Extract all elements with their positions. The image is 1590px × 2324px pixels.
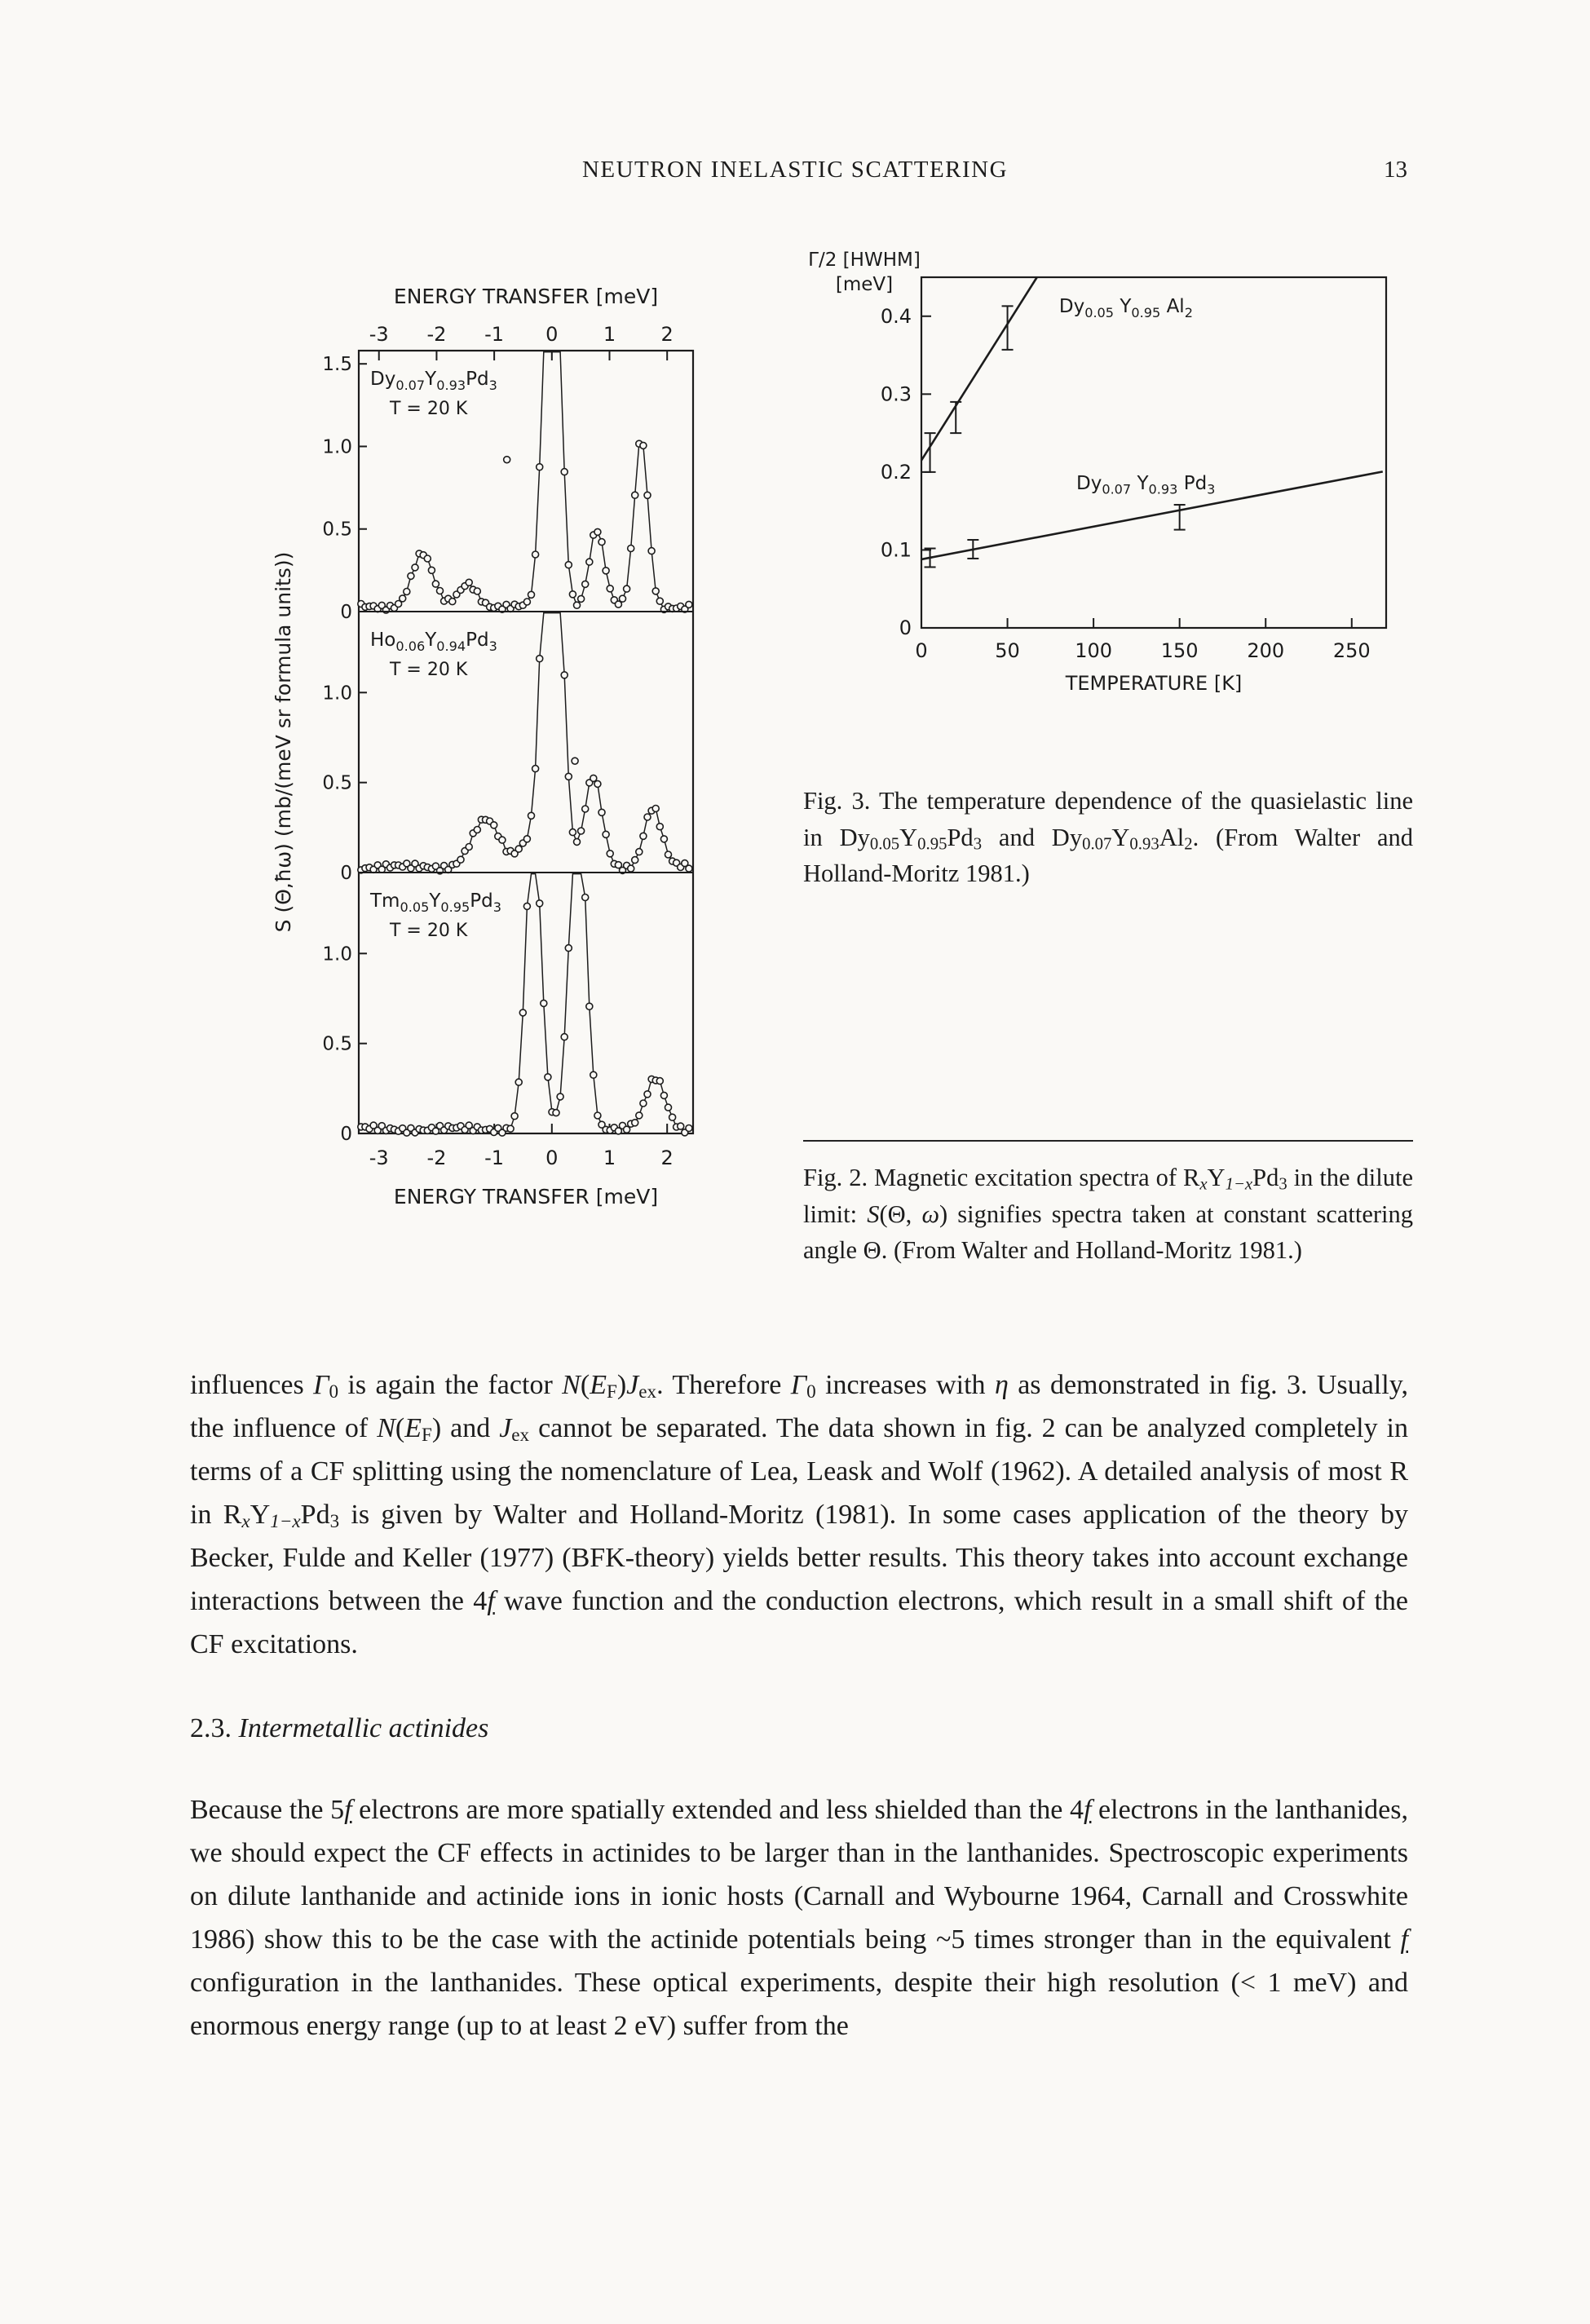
x-tick-label-top: 2: [660, 323, 674, 346]
fig3-linewidth-chart: [799, 245, 1419, 718]
text-run: Γ: [790, 1370, 807, 1400]
x-tick-label-bottom: 2: [660, 1147, 674, 1169]
text-run: 2.3.: [190, 1713, 239, 1744]
text-run: . Therefore: [656, 1370, 791, 1400]
text-run: Fig. 3. The temperature dependence of the quasielastic line in Dy: [803, 787, 1413, 851]
text-run: η: [994, 1370, 1009, 1400]
y-tick-label: 0.5: [322, 1033, 352, 1055]
y-axis-title: Γ/2 [HWHM]: [808, 250, 921, 271]
page-header: [0, 157, 1590, 183]
x-tick-label: 200: [1247, 639, 1285, 662]
paragraph-2: [190, 1788, 1408, 2048]
text-run: 0.07: [1082, 835, 1112, 854]
y-tick-label: 1.0: [322, 683, 352, 705]
text-run: 0.95: [917, 835, 947, 854]
text-run: Y: [250, 1500, 271, 1531]
text-run: Al: [1159, 823, 1185, 851]
text-run: 0: [329, 1381, 339, 1403]
panel-temperature-label: T = 20 K: [390, 921, 468, 941]
y-tick-label: 0: [340, 863, 352, 884]
section-heading: [190, 1713, 1408, 1744]
series-label: $Dy_{0.05}$ $Y_{0.95}$ $Al_2$: [1058, 296, 1193, 320]
text-run: configuration in the lanthanides. These optical experiments, despite their high resolution (< 1 meV) and enormous energy range (up to at least 2 eV) suffer from the: [190, 1968, 1408, 2042]
text-run: x: [241, 1511, 250, 1533]
text-run: J: [499, 1413, 512, 1444]
x-tick-label: 0: [915, 639, 928, 662]
y-axis-title-units: [meV]: [835, 274, 894, 295]
text-run: ex: [511, 1425, 530, 1447]
text-run: ) signifies spectra taken at constant scattering angle Θ. (From Walter and Holland-Moritz 1981.): [803, 1200, 1414, 1265]
panel-label: $Dy_{0.07}Y_{0.93}Pd_3$: [370, 369, 497, 393]
y-tick-label: 0: [340, 1124, 352, 1145]
text-run: Fig. 2. Magnetic excitation spectra of R: [803, 1164, 1200, 1191]
text-run: 0.93: [1129, 835, 1159, 854]
running-head: NEUTRON INELASTIC SCATTERING: [581, 157, 1009, 183]
text-run: 1−x: [1225, 1175, 1253, 1194]
x-tick-label-top: -1: [484, 323, 505, 346]
panel-label: $Tm_{0.05}Y_{0.95}Pd_3$: [370, 890, 501, 915]
fig2-spectra-chart: [269, 269, 726, 1223]
text-run: Because the 5: [190, 1795, 345, 1826]
text-run: ω: [921, 1200, 939, 1228]
panel-label: $Ho_{0.06}Y_{0.94}Pd_3$: [370, 630, 497, 654]
x-tick-label-top: -2: [426, 323, 447, 346]
x-tick-label: 100: [1075, 639, 1113, 662]
figure-2: [269, 269, 726, 1223]
panel-temperature-label: T = 20 K: [390, 399, 468, 419]
x-tick-label-top: 0: [545, 323, 559, 346]
text-run: E: [404, 1413, 422, 1444]
text-run: ex: [638, 1381, 657, 1403]
plot-frame: [359, 351, 693, 1133]
series-label: $Dy_{0.07}$ $Y_{0.93}$ $Pd_3$: [1076, 472, 1216, 497]
paragraph-1: [190, 1363, 1408, 1666]
text-run: cannot be separated. The data shown in fig. 2 can be analyzed completely in terms of a CF splitting using the nomenclature of Lea, Leask and Wolf (1962). A detailed analysis of most R in R: [190, 1413, 1408, 1531]
x-tick-label: 150: [1160, 639, 1199, 662]
y-tick-label: 0.1: [880, 538, 912, 562]
x-tick-label-bottom: 0: [545, 1147, 559, 1169]
x-tick-label-top: -3: [369, 323, 389, 346]
text-run: F: [606, 1381, 617, 1403]
text-run: E: [590, 1370, 607, 1400]
text-run: 1−x: [270, 1511, 301, 1533]
text-run: 3: [329, 1511, 340, 1533]
x-axis-title: TEMPERATURE [K]: [1065, 672, 1243, 695]
text-run: electrons in the lanthanides, we should expect the CF effects in actinides to be larger than in the lanthanides. Spectroscopic experiments on dilute lanthanide and actinide ions in ionic hosts (Carnall and Wybourne 1964, Carnall and Crosswhite 1986) show this to be the case with the actinide potentials being ~5 times stronger than in the equivalent: [190, 1795, 1408, 1955]
text-run: and Dy: [982, 823, 1083, 851]
figure-3: [799, 245, 1419, 718]
x-tick-label-top: 1: [603, 323, 616, 346]
y-tick-label: 0.2: [880, 460, 912, 484]
text-run: Intermetallic actinides: [238, 1713, 489, 1744]
text-run: ) and: [431, 1413, 500, 1444]
y-tick-label: 1.0: [322, 436, 352, 458]
page-number: 13: [1384, 157, 1407, 183]
x-tick-label-bottom: -3: [369, 1147, 389, 1169]
text-run: N: [377, 1413, 395, 1444]
text-run: Pd: [947, 823, 974, 851]
text-run: is given by Walter and Holland-Moritz (1981). In some cases application of the theory by Becker, Fulde and Keller (1977) (BFK-theory) yields better results. This theory takes into account exchange interactions between the 4: [190, 1500, 1409, 1617]
x-axis-title-top: ENERGY TRANSFER [meV]: [393, 285, 659, 308]
figure-3-caption: [803, 783, 1413, 892]
text-run: J: [626, 1370, 639, 1400]
y-axis-title: S (Θ,ħω) (mb/(meV sr formula units)): [272, 551, 295, 933]
text-run: Y: [1207, 1164, 1226, 1191]
text-run: F: [422, 1425, 432, 1447]
x-tick-label-bottom: -2: [426, 1147, 447, 1169]
y-tick-label: 0.5: [322, 519, 352, 541]
text-run: f: [487, 1586, 495, 1617]
y-tick-label: 1.5: [322, 354, 352, 376]
y-tick-label: 0: [899, 616, 912, 639]
fit-line: [921, 277, 1037, 461]
text-run: Y: [1111, 823, 1130, 851]
text-run: f: [1400, 1924, 1408, 1955]
text-run: 2: [1184, 835, 1193, 854]
text-run: electrons are more spatially extended and less shielded than the 4: [351, 1795, 1084, 1826]
text-run: Γ: [313, 1370, 329, 1400]
text-run: 3: [1279, 1175, 1287, 1194]
text-run: x: [1199, 1175, 1208, 1194]
text-run: (: [395, 1413, 405, 1444]
text-run: in the dilute limit:: [803, 1164, 1413, 1228]
figure-2-caption: [803, 1140, 1413, 1269]
text-run: wave function and the conduction electrons, which result in a small shift of the CF excitations.: [190, 1586, 1409, 1660]
x-tick-label: 250: [1332, 639, 1371, 662]
text-run: Y: [899, 823, 918, 851]
y-tick-label: 0.5: [322, 772, 352, 794]
text-run: as demonstrated in fig. 3. Usually, the influence of: [190, 1370, 1408, 1444]
text-run: N: [562, 1370, 581, 1400]
x-tick-label-bottom: -1: [484, 1147, 505, 1169]
y-tick-label: 0.4: [880, 304, 912, 328]
text-run: 0: [806, 1381, 816, 1403]
x-tick-label-bottom: 1: [603, 1147, 616, 1169]
text-run: is again the factor: [338, 1370, 563, 1400]
text-run: Pd: [300, 1500, 330, 1531]
body-text: [190, 1363, 1408, 2048]
plot-frame: [921, 277, 1386, 628]
panel-temperature-label: T = 20 K: [390, 660, 468, 680]
y-tick-label: 0: [340, 602, 352, 623]
y-tick-label: 0.3: [880, 382, 912, 406]
y-tick-label: 1.0: [322, 943, 352, 965]
text-run: Pd: [1252, 1164, 1279, 1191]
text-run: . (From Walter and Holland-Moritz 1981.): [803, 823, 1413, 888]
text-run: f: [1083, 1795, 1092, 1826]
text-run: influences: [190, 1370, 314, 1400]
text-run: increases with: [815, 1370, 995, 1400]
text-run: f: [344, 1795, 352, 1826]
text-run: 3: [973, 835, 983, 854]
text-run: (Θ,: [879, 1200, 922, 1228]
text-run: S: [867, 1200, 880, 1228]
text-run: (: [580, 1370, 590, 1400]
text-run: 0.05: [869, 835, 900, 854]
text-run: ): [616, 1370, 627, 1400]
x-axis-title-bottom: ENERGY TRANSFER [meV]: [393, 1185, 659, 1208]
x-tick-label: 50: [995, 639, 1020, 662]
